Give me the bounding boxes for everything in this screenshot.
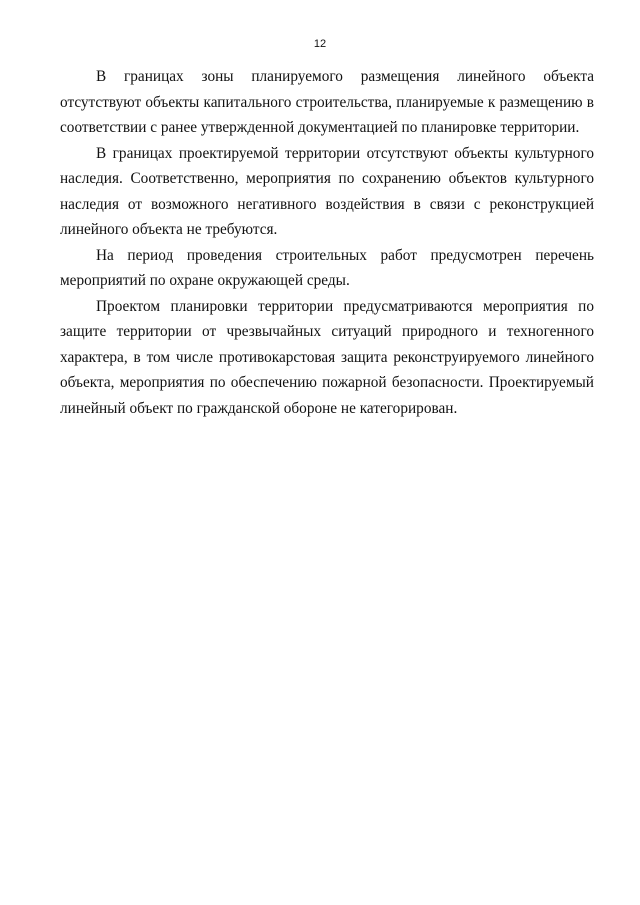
document-body (60, 64, 594, 421)
paragraph-environment-protection: На период проведения строительных работ предусмотрен перечень мероприятий по охране окружающей среды. (60, 246, 594, 289)
paragraph-existing-objects: В границах зоны планируемого размещения линейного объекта отсутствуют объекты капитального строительства, планируемые к размещению в соответствии с ранее утвержденной документацией по планировке территории. (60, 68, 594, 136)
page-number: 12 (313, 38, 327, 50)
paragraph-cultural-heritage: В границах проектируемой территории отсутствуют объекты культурного наследия. Соответственно, мероприятия по сохранению объектов культурного наследия от возможного негативного воздействия в связи с реконструкцией линейного объекта не требуются. (60, 144, 594, 238)
paragraph-emergency-protection: Проектом планировки территории предусматриваются мероприятия по защите территории от чрезвычайных ситуаций природного и техногенного характера, в том числе противокарстовая защита реконструируемого линейного объекта, мероприятия по обеспечению пожарной безопасности. Проектируемый линейный объект по гражданской обороне не категорирован. (60, 297, 594, 417)
